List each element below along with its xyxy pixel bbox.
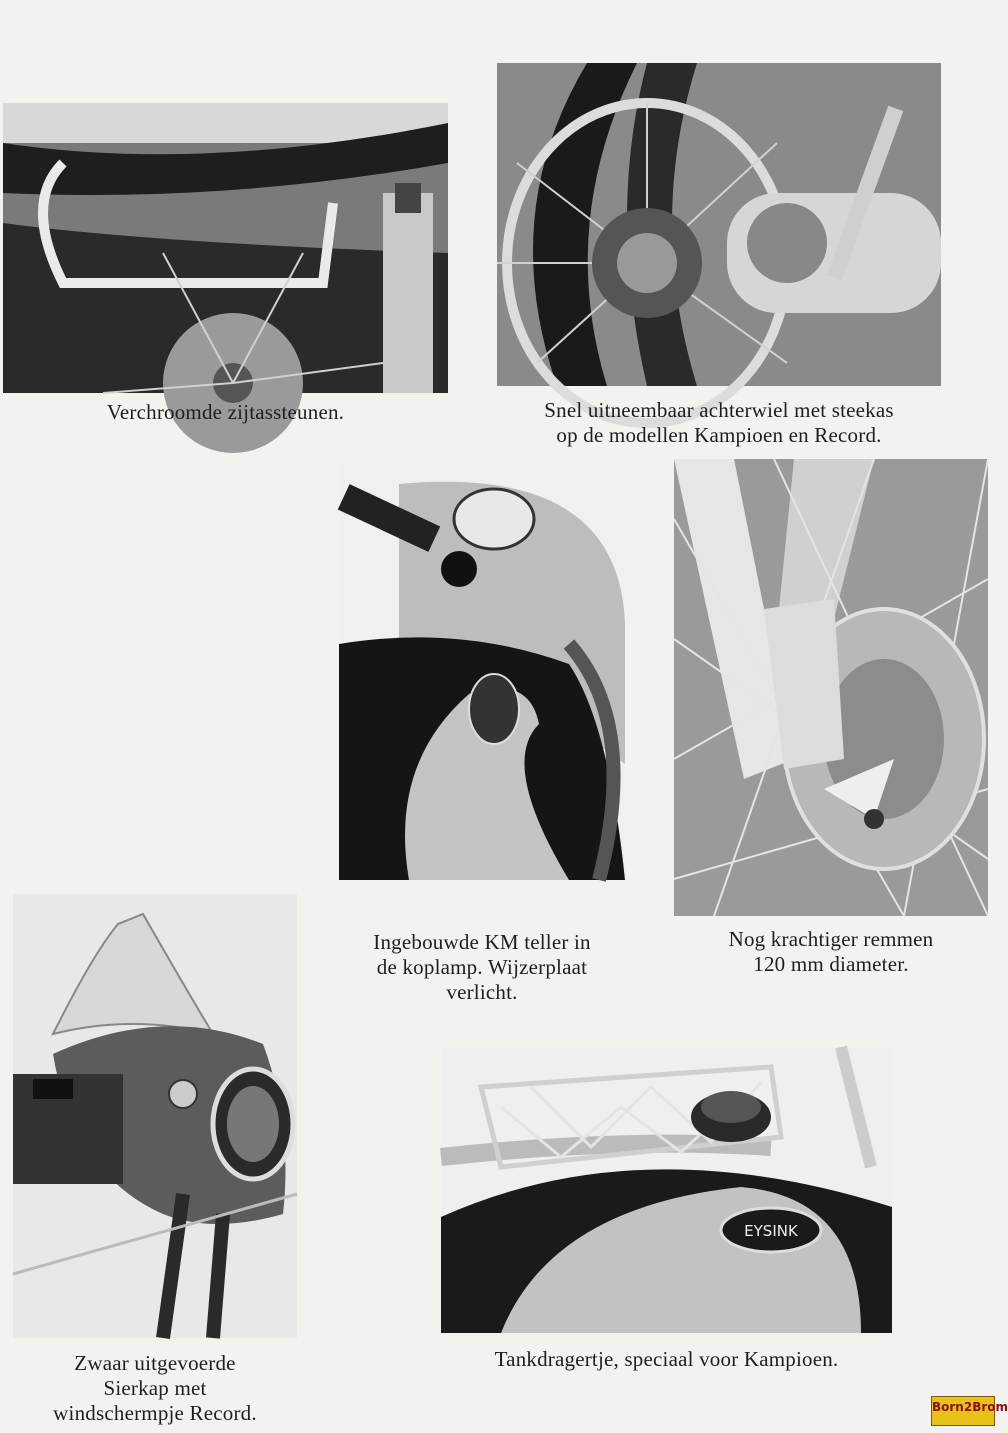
caption-fairing: Zwaar uitgevoerde Sierkap met windschermpje Record. bbox=[53, 1351, 257, 1425]
photo-front-brake bbox=[674, 459, 988, 916]
photo-side-bag-supports bbox=[3, 103, 448, 393]
caption-tank-rack: Tankdragertje, speciaal voor Kampioen. bbox=[494, 1347, 839, 1371]
caption-side-bag-supports: Verchroomde zijtassteunen. bbox=[106, 400, 345, 424]
born2brom-logo: Born2Brom bbox=[931, 1396, 995, 1426]
caption-speedometer: Ingebouwde KM teller in de koplamp. Wijzerplaat verlicht. bbox=[373, 930, 591, 1004]
caption-rear-wheel: Snel uitneembaar achterwiel met steekas op de modellen Kampioen en Record. bbox=[544, 398, 894, 447]
photo-rear-wheel bbox=[497, 63, 941, 386]
photo-tank-rack bbox=[441, 1047, 892, 1333]
tank-badge-text: EYSINK bbox=[744, 1222, 798, 1240]
caption-front-brake: Nog krachtiger remmen 120 mm diameter. bbox=[728, 927, 934, 976]
photo-fairing bbox=[13, 894, 297, 1338]
photo-speedometer bbox=[339, 464, 625, 880]
